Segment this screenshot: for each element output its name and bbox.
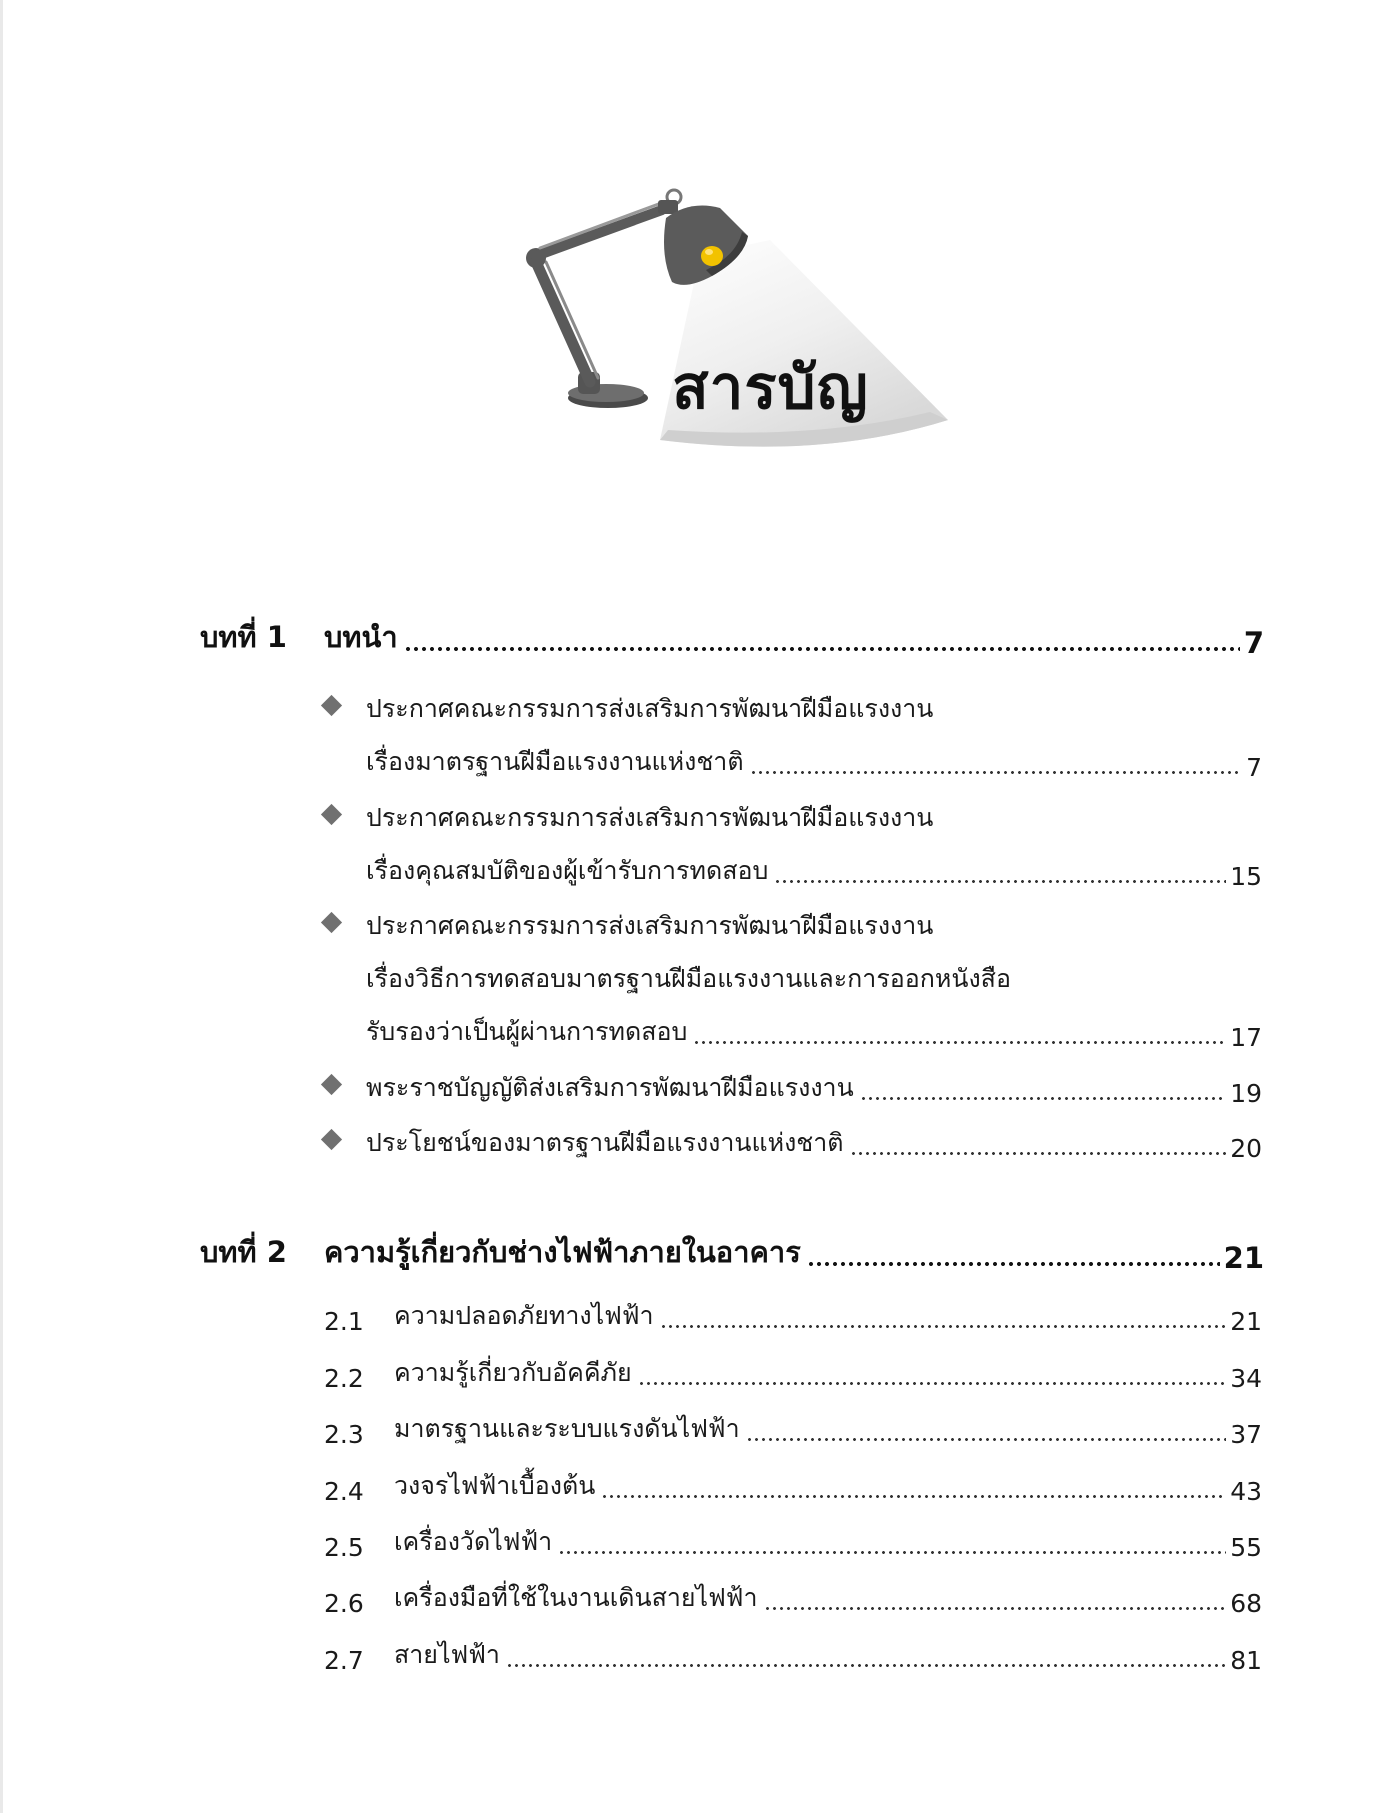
dot-leader [774,861,1226,885]
section-number: 2.3 [324,1420,364,1449]
section-title: วงจรไฟฟ้าเบื้องต้น [394,1471,596,1500]
entry-text-line: รับรองว่าเป็นผู้ผ่านการทดสอบ [366,1017,688,1046]
toc-entry[interactable] [324,893,1262,1052]
dot-leader [404,629,1240,653]
page-number: 7 [1246,753,1262,782]
dot-leader [601,1476,1226,1500]
toc-section[interactable] [324,1353,1262,1393]
page-number: 68 [1230,1589,1262,1618]
page-number: 20 [1230,1134,1262,1163]
chapter-title: ความรู้เกี่ยวกับช่างไฟฟ้าภายในอาคาร [324,1235,801,1269]
section-number: 2.5 [324,1533,364,1562]
chapter-number: บทที่ 2 [200,1235,287,1269]
page-number: 19 [1230,1079,1262,1108]
toc-entry[interactable] [324,785,1262,891]
toc-entry[interactable] [324,1110,1262,1163]
dot-leader [746,1419,1227,1443]
chapter-title: บทนำ [324,620,398,654]
page-number: 37 [1230,1420,1262,1449]
section-number: 2.4 [324,1477,364,1506]
page-number: 81 [1230,1646,1262,1675]
chapter-2-heading[interactable] [200,1225,1264,1275]
page-title: สารบัญ [672,353,869,423]
toc-entry[interactable] [324,676,1262,782]
entry-text-line: ประกาศคณะกรรมการส่งเสริมการพัฒนาฝีมือแรงงาน [366,803,934,832]
entry-text-line: เรื่องวิธีการทดสอบมาตรฐานฝีมือแรงงานและการออกหนังสือ [366,964,1011,993]
toc-section[interactable] [324,1578,1262,1618]
toc-entry[interactable] [324,1055,1262,1108]
section-title: เครื่องมือที่ใช้ในงานเดินสายไฟฟ้า [394,1583,758,1612]
dot-leader [693,1022,1226,1046]
page-number: 55 [1230,1533,1262,1562]
section-number: 2.7 [324,1646,364,1675]
section-number: 2.6 [324,1589,364,1618]
entry-text-line: พระราชบัญญัติส่งเสริมการพัฒนาฝีมือแรงงาน [366,1073,854,1102]
section-title: ความรู้เกี่ยวกับอัคคีภัย [394,1358,632,1387]
dot-leader [764,1588,1227,1612]
section-number: 2.1 [324,1307,364,1336]
section-title: ความปลอดภัยทางไฟฟ้า [394,1301,654,1330]
dot-leader [660,1306,1227,1330]
chapter-number: บทที่ 1 [200,620,287,654]
entry-text-line: เรื่องคุณสมบัติของผู้เข้ารับการทดสอบ [366,856,769,885]
entry-text-line: ประกาศคณะกรรมการส่งเสริมการพัฒนาฝีมือแรงงาน [366,694,934,723]
toc-section[interactable] [324,1409,1262,1449]
toc-section[interactable] [324,1466,1262,1506]
entry-text-line: ประโยชน์ของมาตรฐานฝีมือแรงงานแห่งชาติ [366,1128,844,1157]
dot-leader [506,1645,1226,1669]
dot-leader [638,1363,1227,1387]
section-title: สายไฟฟ้า [394,1640,500,1669]
entry-text-line: ประกาศคณะกรรมการส่งเสริมการพัฒนาฝีมือแรงงาน [366,911,934,940]
section-title: เครื่องวัดไฟฟ้า [394,1527,553,1556]
dot-leader [850,1133,1227,1157]
page-number: 21 [1230,1307,1262,1336]
page-number: 7 [1243,626,1264,660]
page-number: 21 [1223,1241,1264,1275]
dot-leader [807,1244,1220,1268]
page-number: 15 [1230,862,1262,891]
toc-section[interactable] [324,1635,1262,1675]
entry-text-line: เรื่องมาตรฐานฝีมือแรงงานแห่งชาติ [366,747,744,776]
dot-leader [558,1532,1226,1556]
page-number: 34 [1230,1364,1262,1393]
dot-leader [750,752,1243,776]
section-number: 2.2 [324,1364,364,1393]
page-number: 17 [1230,1023,1262,1052]
toc-section[interactable] [324,1296,1262,1336]
page-number: 43 [1230,1477,1262,1506]
section-title: มาตรฐานและระบบแรงดันไฟฟ้า [394,1414,740,1443]
toc-section[interactable] [324,1522,1262,1562]
dot-leader [860,1078,1227,1102]
chapter-1-heading[interactable] [200,610,1264,660]
